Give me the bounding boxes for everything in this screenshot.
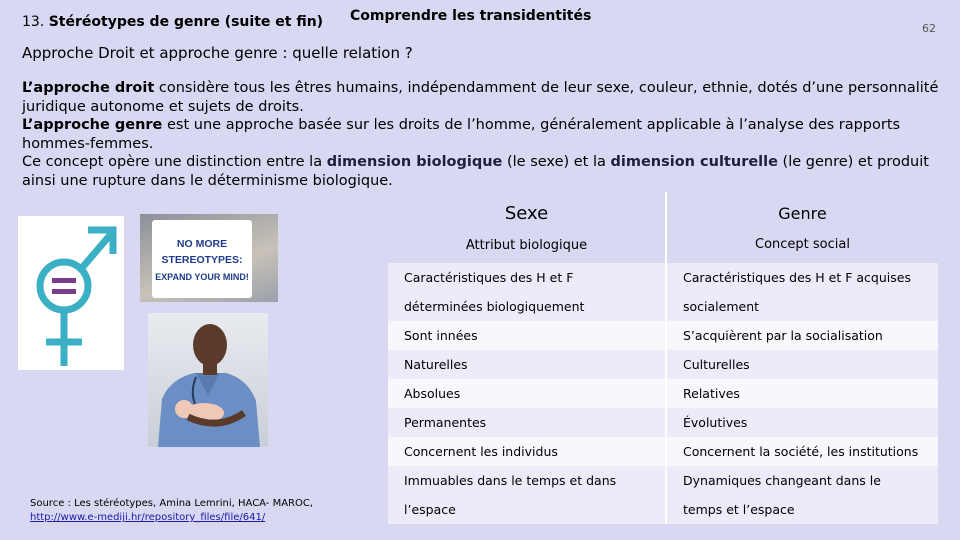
paragraph-text: Ce concept opère une distinction entre la xyxy=(22,154,327,170)
table-row xyxy=(388,321,938,350)
paragraph-approche-genre xyxy=(22,116,942,153)
paragraph-distinction xyxy=(22,153,942,190)
cell-sexe: Caractéristiques des H et F xyxy=(388,263,666,292)
table-row xyxy=(388,263,938,292)
cell-sexe: Absolues xyxy=(388,379,666,408)
header-genre xyxy=(666,192,938,263)
cell-sexe: déterminées biologiquement xyxy=(388,292,666,321)
slide-subtitle: Approche Droit et approche genre : quelle relation ? xyxy=(22,44,413,62)
cell-sexe: Permanentes xyxy=(388,408,666,437)
term-dimension-biologique: dimension biologique xyxy=(326,154,503,170)
paragraph-approche-droit xyxy=(22,79,942,116)
cell-sexe: Concernent les individus xyxy=(388,437,666,466)
protest-sign xyxy=(152,220,252,298)
cell-genre: socialement xyxy=(666,292,938,321)
table-row xyxy=(388,292,938,321)
header-sexe-subtitle: Attribut biologique xyxy=(465,237,588,253)
sign-line: STEREOTYPES: xyxy=(161,254,243,266)
image-source-credit xyxy=(30,497,313,525)
protest-sign-photo xyxy=(140,214,278,302)
slide-number: 62 xyxy=(922,22,936,35)
table-row xyxy=(388,437,938,466)
nurse-holding-baby-photo xyxy=(148,313,268,447)
paragraph-text: est une approche basée sur les droits de l’homme, généralement applicable à l’analyse des rapports hommes-femmes. xyxy=(22,117,901,152)
cell-genre: Concernent la société, les institutions xyxy=(666,437,938,466)
term-approche-droit: L’approche droit xyxy=(22,80,155,96)
cell-genre: Évolutives xyxy=(666,408,938,437)
cell-genre: Caractéristiques des H et F acquises xyxy=(666,263,938,292)
term-approche-genre: L’approche genre xyxy=(22,117,163,133)
header-sexe-title: Sexe xyxy=(504,202,549,224)
paragraph-text: (le genre) et produit ainsi une rupture dans le déterminisme biologique. xyxy=(22,154,929,189)
cell-sexe: Immuables dans le temps et dans xyxy=(388,466,666,495)
cell-genre: Dynamiques changeant dans le xyxy=(666,466,938,495)
paragraph-text: (le sexe) et la xyxy=(502,154,611,170)
sign-line: NO MORE xyxy=(176,238,228,250)
cell-genre: Relatives xyxy=(666,379,938,408)
cell-genre: Culturelles xyxy=(666,350,938,379)
sexe-genre-comparison-table xyxy=(388,192,938,524)
paragraph-text: considère tous les êtres humains, indépendamment de leur sexe, couleur, ethnie, dotés d’une personnalité juridique autonome et sujets de droits. xyxy=(22,80,939,115)
sign-line: EXPAND YOUR MIND! xyxy=(155,272,249,282)
header-genre-title: Genre xyxy=(778,203,827,223)
cell-sexe: Sont innées xyxy=(388,321,666,350)
header-genre-subtitle: Concept social xyxy=(755,236,850,252)
source-link[interactable]: http://www.e-mediji.hr/repository_files/file/641/ xyxy=(30,512,266,523)
table-row xyxy=(388,379,938,408)
table-row xyxy=(388,495,938,524)
section-title: Stéréotypes de genre (suite et fin) xyxy=(48,14,324,30)
body-text xyxy=(22,79,942,190)
slide-section-title xyxy=(22,14,323,30)
cell-sexe: Naturelles xyxy=(388,350,666,379)
cell-sexe: l’espace xyxy=(388,495,666,524)
header-sexe xyxy=(388,192,666,263)
cell-genre: S’acquièrent par la socialisation xyxy=(666,321,938,350)
table-header-row xyxy=(388,192,938,263)
slide-topic: Comprendre les transidentités xyxy=(350,8,592,24)
term-dimension-culturelle: dimension culturelle xyxy=(610,154,778,170)
source-text: Source : Les stéréotypes, Amina Lemrini, HACA- MAROC, xyxy=(30,498,314,509)
table-row xyxy=(388,408,938,437)
table-row xyxy=(388,466,938,495)
cell-genre: temps et l’espace xyxy=(666,495,938,524)
section-number: 13. xyxy=(22,14,45,30)
venus-mars-equal-icon xyxy=(18,216,124,370)
table-row xyxy=(388,350,938,379)
